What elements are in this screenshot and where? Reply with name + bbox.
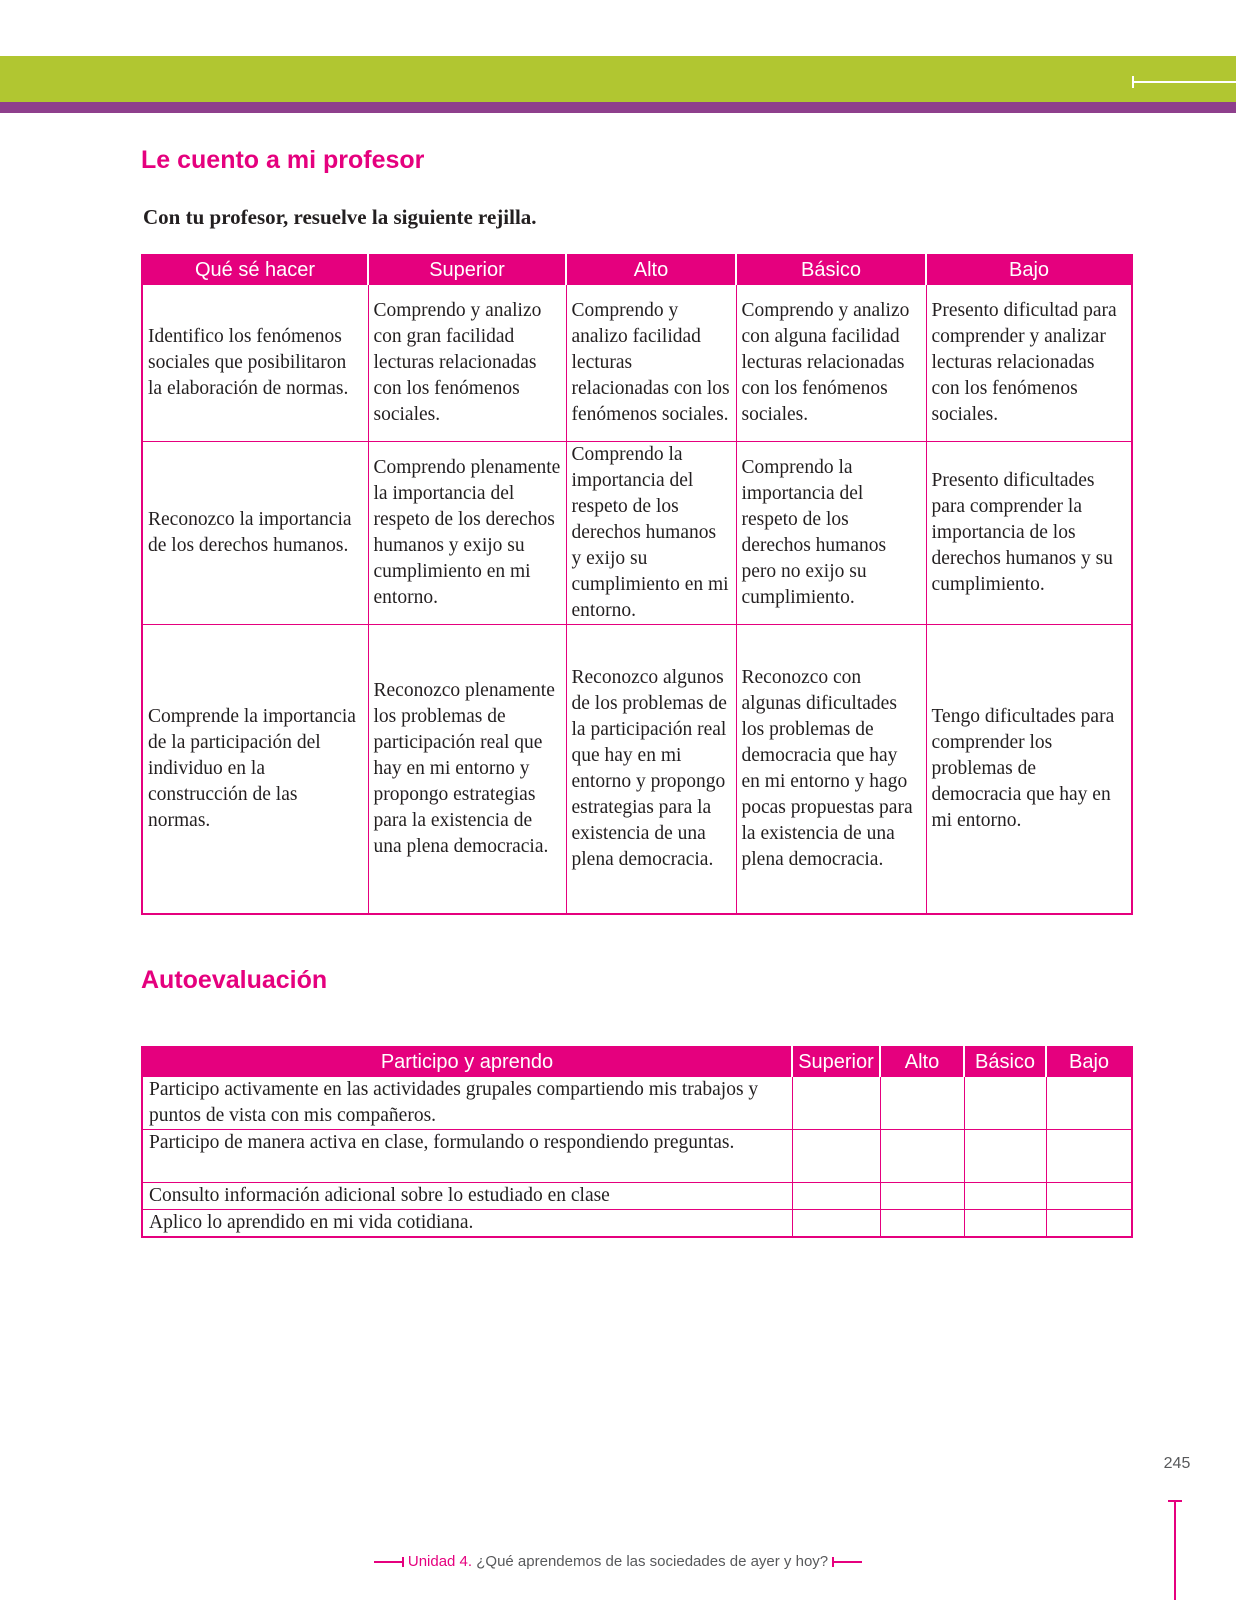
rating-cell-basico[interactable] [964,1183,1046,1210]
rubric-table [141,254,1133,915]
rating-cell-alto[interactable] [880,1183,964,1210]
rating-cell-bajo[interactable] [1046,1210,1132,1238]
footer [0,1553,1236,1570]
rubric-cell: Comprendo y analizo facilidad lecturas relacionadas con los fenómenos sociales. [566,285,736,442]
rubric-header-cell: Qué sé hacer [142,255,368,285]
rating-cell-basico[interactable] [964,1077,1046,1130]
page-marker-line [1174,1500,1176,1600]
rating-cell-superior[interactable] [792,1210,880,1238]
footer-dash-left [374,1561,404,1563]
rating-cell-bajo[interactable] [1046,1130,1132,1183]
rubric-header-row [142,255,1132,285]
rubric-cell: Tengo dificultades para comprender los problemas de democracia que hay en mi entorno. [926,625,1132,915]
self-eval-row [142,1130,1132,1183]
self-eval-header-cell: Superior [792,1047,880,1077]
rubric-cell: Reconozco la importancia de los derechos humanos. [142,442,368,625]
rubric-cell: Comprende la importancia de la participación del individuo en la construcción de las normas. [142,625,368,915]
self-eval-row [142,1210,1132,1238]
rubric-header-cell: Alto [566,255,736,285]
footer-dash-right [832,1561,862,1563]
rubric-header-cell: Bajo [926,255,1132,285]
header-tick-cap [1132,76,1134,88]
rubric-cell: Comprendo la importancia del respeto de los derechos humanos y exijo su cumplimiento en mi entorno. [566,442,736,625]
rubric-cell: Presento dificultad para comprender y analizar lecturas relacionadas con los fenómenos sociales. [926,285,1132,442]
rubric-cell: Reconozco con algunas dificultades los problemas de democracia que hay en mi entorno y hago pocas propuestas para la existencia de una plena democracia. [736,625,926,915]
rubric-row [142,285,1132,442]
rubric-row [142,625,1132,915]
rubric-cell: Comprendo y analizo con gran facilidad lecturas relacionadas con los fenómenos sociales. [368,285,566,442]
self-eval-header-cell: Bajo [1046,1047,1132,1077]
header-band-green [0,56,1236,102]
rating-cell-alto[interactable] [880,1130,964,1183]
rubric-cell: Comprendo plenamente la importancia del respeto de los derechos humanos y exijo su cumplimiento en mi entorno. [368,442,566,625]
self-eval-header-cell: Alto [880,1047,964,1077]
rubric-cell: Identifico los fenómenos sociales que posibilitaron la elaboración de normas. [142,285,368,442]
header-tick-line [1132,81,1236,83]
rubric-cell: Reconozco plenamente los problemas de participación real que hay en mi entorno y propongo estrategias para la existencia de una plena democracia. [368,625,566,915]
self-eval-row [142,1183,1132,1210]
rubric-cell: Comprendo y analizo con alguna facilidad lecturas relacionadas con los fenómenos sociales. [736,285,926,442]
rating-cell-superior[interactable] [792,1130,880,1183]
rubric-cell: Reconozco algunos de los problemas de la participación real que hay en mi entorno y propongo estrategias para la existencia de una plena democracia. [566,625,736,915]
rubric-cell: Comprendo la importancia del respeto de los derechos humanos pero no exijo su cumplimiento. [736,442,926,625]
rating-cell-bajo[interactable] [1046,1183,1132,1210]
self-eval-header-cell: Básico [964,1047,1046,1077]
footer-unit: Unidad 4. [407,1553,473,1570]
self-eval-statement: Consulto información adicional sobre lo estudiado en clase [142,1183,792,1210]
rating-cell-superior[interactable] [792,1077,880,1130]
self-eval-statement: Participo activamente en las actividades grupales compartiendo mis trabajos y puntos de vista con mis compañeros. [142,1077,792,1130]
rubric-header-cell: Superior [368,255,566,285]
rubric-header-cell: Básico [736,255,926,285]
rating-cell-basico[interactable] [964,1130,1046,1183]
rating-cell-alto[interactable] [880,1077,964,1130]
instruction-text: Con tu profesor, resuelve la siguiente rejilla. [143,205,537,229]
header-band-purple [0,102,1236,113]
self-eval-statement: Participo de manera activa en clase, formulando o respondiendo preguntas. [142,1130,792,1183]
self-evaluation-table [141,1046,1133,1238]
rubric-row [142,442,1132,625]
rating-cell-bajo[interactable] [1046,1077,1132,1130]
self-eval-header-cell: Participo y aprendo [142,1047,792,1077]
rating-cell-basico[interactable] [964,1210,1046,1238]
rating-cell-superior[interactable] [792,1183,880,1210]
rating-cell-alto[interactable] [880,1210,964,1238]
rubric-cell: Presento dificultades para comprender la importancia de los derechos humanos y su cumplimiento. [926,442,1132,625]
section-title-le-cuento: Le cuento a mi profesor [141,146,425,174]
self-eval-statement: Aplico lo aprendido en mi vida cotidiana. [142,1210,792,1238]
self-eval-header-row [142,1047,1132,1077]
section-title-autoevaluacion: Autoevaluación [141,966,328,994]
footer-title: ¿Qué aprendemos de las sociedades de ayer y hoy? [476,1553,829,1570]
page-number: 245 [1163,1455,1191,1472]
self-eval-row [142,1077,1132,1130]
